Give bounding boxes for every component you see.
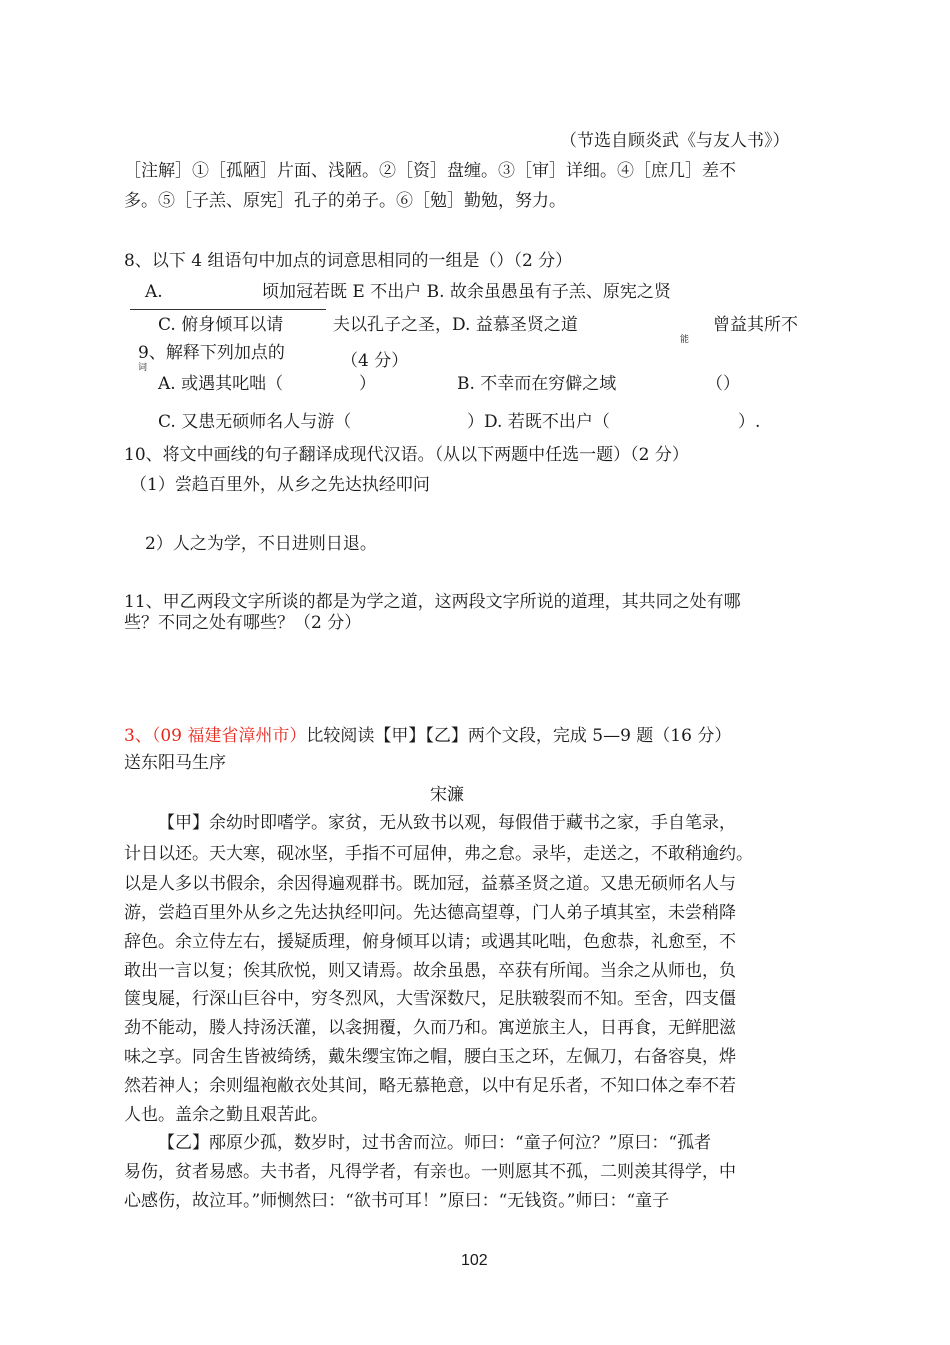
passage-jia-line: 【甲】余幼时即嗜学。家贫，无从致书以观，每假借于藏书之家，手自笔录，: [158, 813, 736, 833]
passage-yi-line: 易伤，贫者易感。夫书者，凡得学者，有亲也。一则愿其不孤，二则羡其得学，中: [124, 1162, 736, 1182]
passage-jia-line: 游，尝趋百里外从乡之先达执经叩问。先达德高望尊，门人弟子填其室，未尝稍降: [124, 903, 736, 923]
passage-jia-line: 人也。盖余之勤且艰苦此。: [124, 1105, 328, 1125]
page-number: 102: [461, 1252, 488, 1269]
passage-jia-line: 劲不能动，媵人持汤沃灌，以衾拥覆，久而乃和。寓逆旅主人，日再食，无鲜肥滋: [124, 1018, 736, 1038]
q11-line-2: 些？不同之处有哪些？（2 分）: [124, 613, 362, 633]
passage-jia-line: 以是人多以书假余，余因得遍观群书。既加冠，益慕圣贤之道。又患无硕师名人与: [124, 874, 736, 894]
passage-jia-line: 辞色。余立侍左右，援疑质理，俯身倾耳以请；或遇其叱咄，色愈恭，礼愈至，不: [124, 932, 736, 952]
notes-line-1: ［注解］①［孤陋］片面、浅陋。②［资］盘缠。③［审］详细。④［庶几］差不: [124, 161, 736, 181]
q11-line-1: 11、甲乙两段文字所谈的都是为学之道，这两段文字所说的道理，其共同之处有哪: [124, 592, 741, 612]
q9-cutoff-char: 词: [138, 363, 148, 373]
source-line: （节选自顾炎武《与友人书》）: [560, 131, 790, 151]
passage-jia-line: 敢出一言以复；俟其欣悦，则又请焉。故余虽愚，卒获有所闻。当余之从师也，负: [124, 961, 736, 981]
q8-cutoff-char: 能: [680, 335, 690, 345]
passage-jia-line: 计日以还。天大寒，砚冰坚，手指不可屈伸，弗之怠。录毕，走送之，不敢稍逾约。: [124, 844, 753, 864]
notes-line-2: 多。⑤［子羔、原宪］孔子的弟子。⑥［勉］勤勉，努力。: [124, 191, 566, 211]
q9-stem: 9、解释下列加点的: [138, 343, 285, 363]
q8-option-a-line: 顷加冠若既 E 不出户 B. 故余虽愚虽有子羔、原宪之贤: [262, 282, 671, 302]
q8-option-c-mid: 夫以孔子之圣，D. 益慕圣贤之道: [333, 315, 578, 335]
q10-sentence-1: （1）尝趋百里外，从乡之先达执经叩问: [130, 475, 430, 495]
q10-sentence-2: 2）人之为学，不日进则日退。: [145, 534, 377, 554]
passage-jia-line: 然若神人；余则缊袍敝衣处其间，略无慕艳意，以中有足乐者，不知口体之奉不若: [124, 1076, 736, 1096]
section-3-label: 3、（09 福建省漳州市）: [124, 726, 307, 746]
q9-item-a: A. 或遇其叱咄（: [158, 374, 284, 394]
passage-jia-line: 箧曳屣，行深山巨谷中，穷冬烈风，大雪深数尺，足肤皲裂而不知。至舍，四支僵: [124, 989, 736, 1009]
q8-underline: [130, 309, 326, 310]
q8-option-c: C. 俯身倾耳以请: [158, 315, 284, 335]
q9-item-d: ）D. 若既不出户（: [467, 412, 610, 432]
section-3-instruction: 比较阅读【甲】【乙】两个文段，完成 5—9 题（16 分）: [306, 726, 732, 746]
q9-item-c: C. 又患无硕师名人与游（: [158, 412, 352, 432]
passage-author: 宋濂: [430, 785, 464, 805]
q8-option-a-label: A.: [145, 282, 163, 302]
q9-points: （4 分）: [341, 351, 409, 371]
q10-stem: 10、将文中画线的句子翻译成现代汉语。（从以下两题中任选一题）（2 分）: [124, 445, 689, 465]
q9-item-d-close: ）.: [738, 412, 761, 432]
passage-title: 送东阳马生序: [124, 753, 226, 773]
passage-yi-line: 【乙】邴原少孤，数岁时，过书舍而泣。师曰：“童子何泣？”原曰：“孤者: [158, 1133, 712, 1153]
q8-option-right: 曾益其所不: [713, 315, 798, 335]
passage-yi-line: 心感伤，故泣耳。”师恻然曰：“欲书可耳！”原曰：“无钱资。”师曰：“童子: [124, 1191, 670, 1211]
q9-item-b: B. 不幸而在穷僻之域: [457, 374, 617, 394]
q8-stem: 8、以下 4 组语句中加点的词意思相同的一组是（）（2 分）: [124, 251, 573, 271]
q9-item-b-paren: （）: [706, 374, 740, 394]
section-3-heading: [124, 725, 731, 747]
q9-item-a-close: ）: [359, 374, 376, 394]
passage-jia-line: 味之享。同舍生皆被绮绣，戴朱缨宝饰之帽，腰白玉之环，左佩刀，右备容臭，烨: [124, 1047, 736, 1067]
